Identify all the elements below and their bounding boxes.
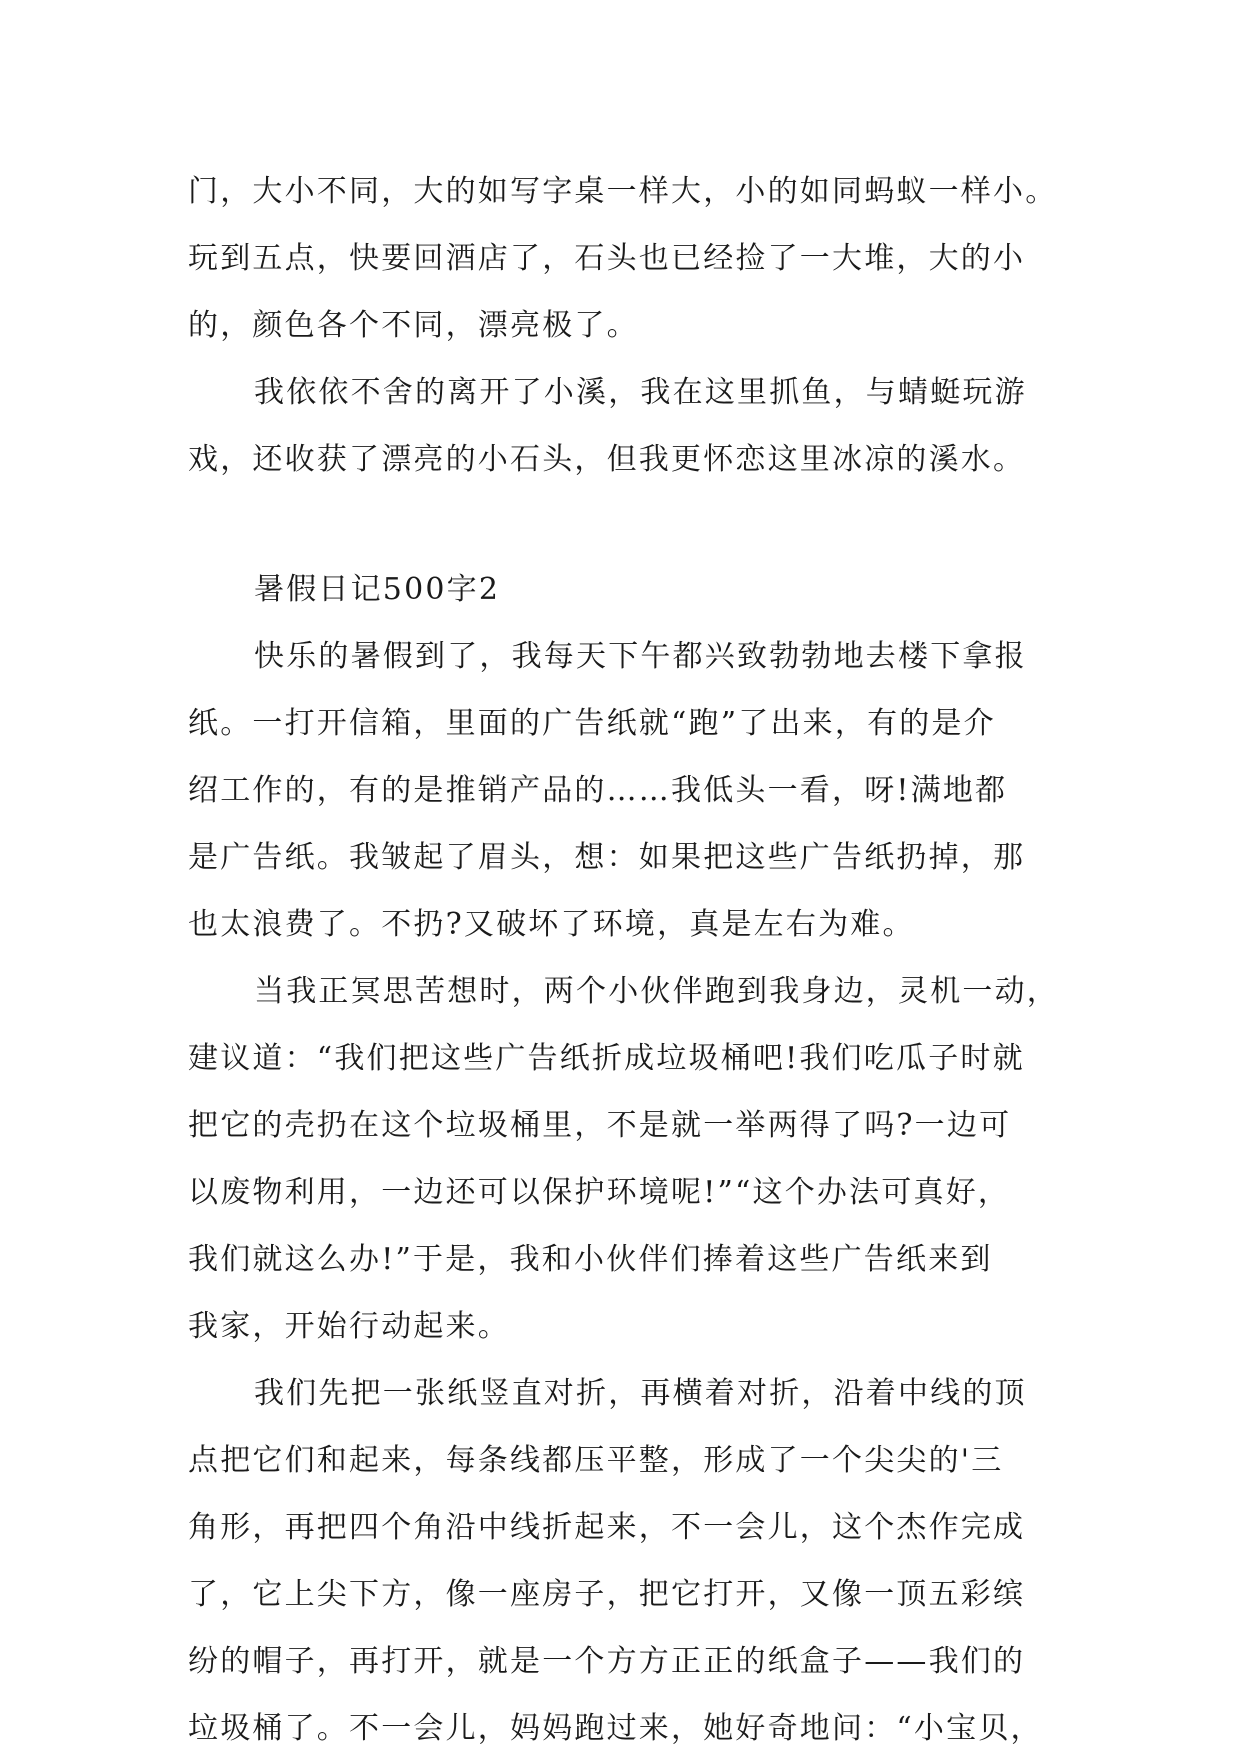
text-line: 绍工作的，有的是推销产品的……我低头一看，呀!满地都 [188, 773, 1008, 808]
text-line: 纷的帽子，再打开，就是一个方方正正的纸盒子——我们的 [188, 1644, 1026, 1679]
text-line: 了，它上尖下方，像一座房子，把它打开，又像一顶五彩缤 [188, 1577, 1026, 1612]
document-page [188, 158, 1060, 1762]
text-line: 我依依不舍的离开了小溪，我在这里抓鱼，与蜻蜓玩游 [254, 375, 1027, 410]
text-line: 纸。一打开信箱，里面的广告纸就“跑”了出来，有的是介 [188, 706, 996, 741]
text-line: 角形，再把四个角沿中线折起来，不一会儿，这个杰作完成 [188, 1510, 1026, 1545]
text-line: 我们就这么办!”于是，我和小伙伴们捧着这些广告纸来到 [188, 1242, 993, 1277]
text-line: 戏，还收获了漂亮的小石头，但我更怀恋这里冰凉的溪水。 [188, 442, 1026, 477]
section-heading: 暑假日记500字2 [254, 572, 501, 607]
text-line: 我家，开始行动起来。 [188, 1309, 510, 1344]
text-line: 玩到五点，快要回酒店了，石头也已经捡了一大堆，大的小 [188, 241, 1026, 276]
paragraph-2 [188, 359, 1060, 493]
text-line: 我们先把一张纸竖直对折，再横着对折，沿着中线的顶 [254, 1376, 1027, 1411]
section-spacer [188, 493, 1060, 556]
text-line: 的，颜色各个不同，漂亮极了。 [188, 308, 639, 343]
text-line: 当我正冥思苦想时，两个小伙伴跑到我身边，灵机一动， [254, 974, 1059, 1009]
text-line: 以废物利用，一边还可以保护环境呢!”“这个办法可真好， [188, 1175, 1011, 1210]
text-line: 垃圾桶了。不一会儿，妈妈跑过来，她好奇地问：“小宝贝， [188, 1711, 1043, 1746]
text-line: 也太浪费了。不扔?又破坏了环境，真是左右为难。 [188, 907, 915, 942]
text-line: 把它的壳扔在这个垃圾桶里，不是就一举两得了吗?一边可 [188, 1108, 1012, 1143]
text-line: 门，大小不同，大的如写字桌一样大，小的如同蚂蚁一样小。 [188, 174, 1058, 209]
text-line: 是广告纸。我皱起了眉头，想：如果把这些广告纸扔掉，那 [188, 840, 1026, 875]
text-line: 点把它们和起来，每条线都压平整，形成了一个尖尖的'三 [188, 1443, 1004, 1478]
paragraph-1 [188, 158, 1060, 359]
paragraph-3 [188, 623, 1060, 958]
paragraph-4 [188, 958, 1060, 1360]
text-line: 快乐的暑假到了，我每天下午都兴致勃勃地去楼下拿报 [254, 639, 1027, 674]
text-line: 建议道：“我们把这些广告纸折成垃圾桶吧!我们吃瓜子时就 [188, 1041, 1025, 1076]
paragraph-5 [188, 1360, 1060, 1762]
